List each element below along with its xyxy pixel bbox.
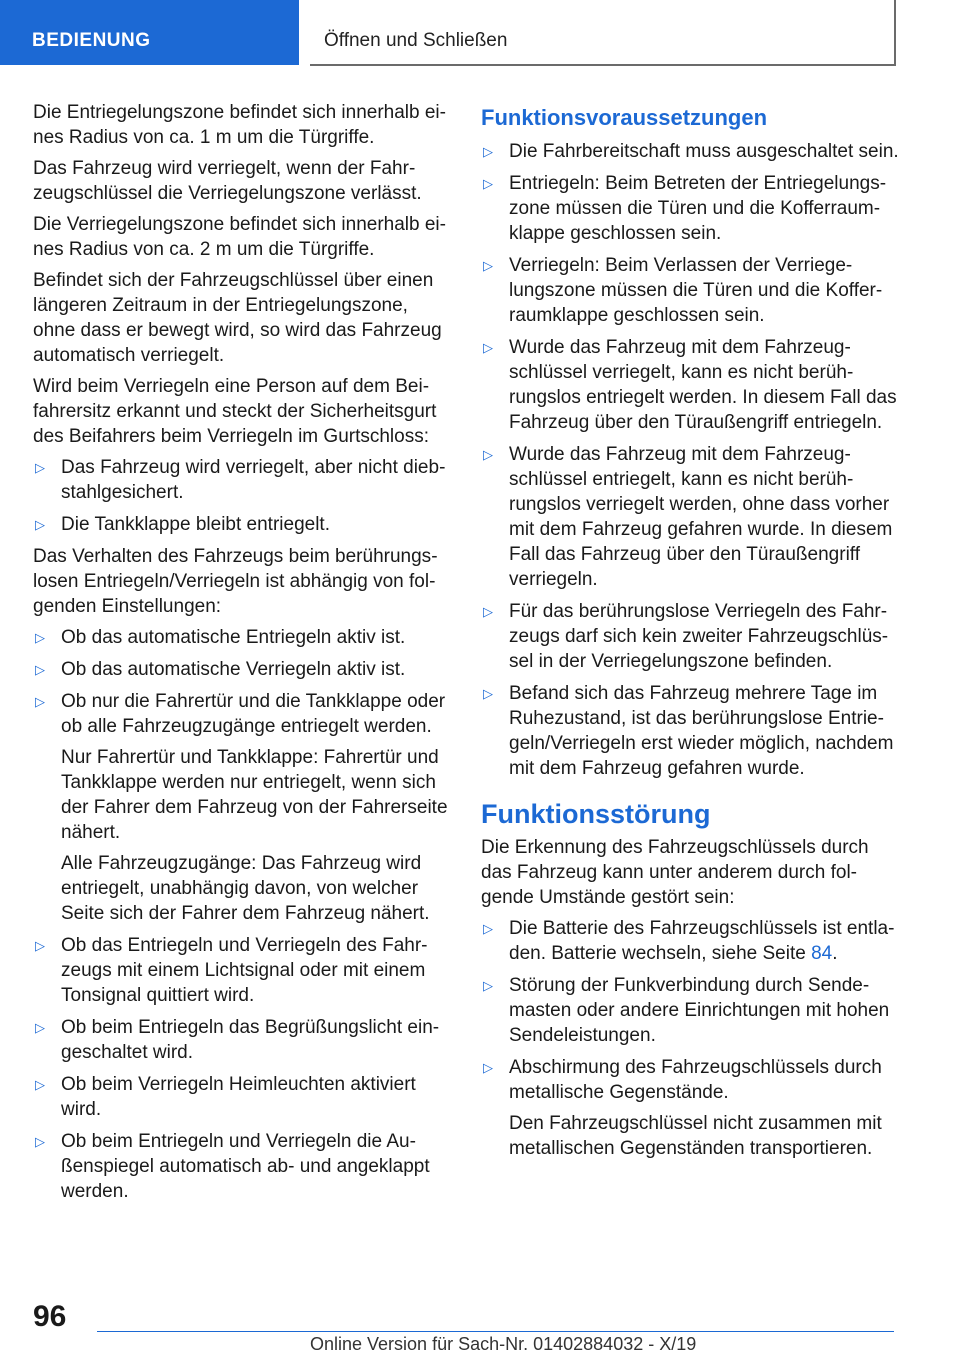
list-item: ▷ Wurde das Fahrzeug mit dem Fahrzeugschlüssel verriegelt, kann es nicht berührungslos entriegelt werden. In diesem Fall das Fahrzeug über den Türaußengriff entriegeln.: [483, 337, 897, 433]
list-item: ▷ Ob das Entriegeln und Verriegeln des Fahrzeugs mit einem Lichtsignal oder mit einem Tonsignal quittiert wird.: [35, 935, 428, 1006]
list-item: ▷ Ob das automatische Verriegeln aktiv ist.: [35, 659, 406, 680]
triangle-right-icon: ▷: [483, 144, 493, 159]
left-column: [33, 100, 451, 1211]
bullet-list: [481, 139, 899, 781]
paragraph: Die Verriegelungszone befindet sich innerhalb eines Radius von ca. 2 m um die Türgriffe.: [33, 214, 446, 260]
triangle-right-icon: ▷: [35, 630, 45, 645]
triangle-right-icon: ▷: [35, 938, 45, 953]
sub-paragraph: Alle Fahrzeugzugänge: Das Fahrzeug wird entriegelt, unabhängig davon, von welcher Seite sich der Fahrer dem Fahrzeug nähert.: [61, 853, 430, 924]
list-item: ▷ Entriegeln: Beim Betreten der Entriegelungszone müssen die Türen und die Kofferraumklappe geschlossen sein.: [483, 173, 887, 244]
list-item: ▷ Die Fahrbereitschaft muss ausgeschaltet sein.: [483, 141, 899, 162]
triangle-right-icon: ▷: [35, 460, 45, 475]
triangle-right-icon: ▷: [35, 1134, 45, 1149]
chapter-header: [310, 0, 896, 66]
page-link[interactable]: 84: [811, 943, 833, 964]
list-item: ▷ Für das berührungslose Verriegeln des Fahrzeugs darf sich kein zweiter Fahrzeugschlüssel in der Verriegelungszone befinden.: [483, 601, 889, 672]
section-heading: Funktionsvoraussetzungen: [481, 105, 768, 130]
section-tab: [0, 0, 299, 65]
triangle-right-icon: ▷: [483, 978, 493, 993]
list-item: ▷ Verriegeln: Beim Verlassen der Verriegelungszone müssen die Türen und die Kofferraumklappe geschlossen sein.: [483, 255, 883, 326]
footer-divider: [97, 1331, 894, 1332]
list-item: ▷ Ob das automatische Entriegeln aktiv ist.: [35, 627, 406, 648]
list-item: ▷ Ob beim Entriegeln und Verriegeln die Außenspiegel automatisch ab- und angeklappt werden.: [35, 1131, 430, 1202]
sub-paragraph: Nur Fahrertür und Tankklappe: Fahrertür und Tankklappe werden nur entriegelt, wenn sich der Fahrer dem Fahrzeug von der Fahrerseite nähert.: [61, 747, 448, 843]
list-item: ▷ Ob nur die Fahrertür und die Tankklappe oder ob alle Fahrzeugzugänge entriegelt werden. Nur Fahrertür und Tankklappe: Fahrertür und Tankklappe werden nur entriegelt, wenn sich der Fahrer dem Fahrzeug von der Fahrerseite nähert. Alle Fahrzeugzugänge: Das Fahrzeug wird entriegelt, unabhängig davon, von welcher Seite sich der Fahrer dem Fahrzeug nähert.: [33, 689, 451, 926]
list-item: ▷ Wurde das Fahrzeug mit dem Fahrzeugschlüssel entriegelt, kann es nicht berührungslos verriegelt werden, ohne dass vorher mit dem Fahrzeug gefahren wurde. In diesem Fall das Fahrzeug über den Türaußengriff verriegeln.: [483, 444, 893, 590]
list-item: ▷ Die Batterie des Fahrzeugschlüssels ist entladen. Batterie wechseln, siehe Seite 84.: [483, 918, 895, 964]
bullet-list: [33, 625, 451, 1204]
triangle-right-icon: ▷: [35, 1020, 45, 1035]
paragraph: Die Erkennung des Fahrzeugschlüssels durch das Fahrzeug kann unter anderem durch folgende Umstände gestört sein:: [481, 837, 869, 908]
triangle-right-icon: ▷: [483, 921, 493, 936]
list-item: ▷ Störung der Funkverbindung durch Sendemasten oder andere Einrichtungen mit hohen Sendeleistungen.: [483, 975, 890, 1046]
list-item: ▷ Ob beim Verriegeln Heimleuchten aktiviert wird.: [35, 1074, 416, 1120]
list-item: ▷ Abschirmung des Fahrzeugschlüssels durch metallische Gegenstände. Den Fahrzeugschlüssel nicht zusammen mit metallischen Gegenständen transportieren.: [481, 1055, 899, 1161]
paragraph: Befindet sich der Fahrzeugschlüssel über einen längeren Zeitraum in der Entriegelungszone, ohne dass er bewegt wird, so wird das Fahrzeug automatisch verriegelt.: [33, 270, 442, 366]
triangle-right-icon: ▷: [483, 686, 493, 701]
chapter-title: Öffnen und Schließen: [324, 30, 508, 51]
paragraph: Das Verhalten des Fahrzeugs beim berührungslosen Entriegeln/Verriegeln ist abhängig von folgenden Einstellungen:: [33, 546, 438, 617]
triangle-right-icon: ▷: [483, 258, 493, 273]
page-number: 96: [33, 1300, 67, 1333]
list-item: ▷ Befand sich das Fahrzeug mehrere Tage im Ruhezustand, ist das berührungslose Entriegeln/Verriegeln erst wieder möglich, nachdem mit dem Fahrzeug gefahren wurde.: [483, 683, 894, 779]
list-item: ▷ Ob beim Entriegeln das Begrüßungslicht eingeschaltet wird.: [35, 1017, 440, 1063]
triangle-right-icon: ▷: [35, 1077, 45, 1092]
triangle-right-icon: ▷: [35, 517, 45, 532]
triangle-right-icon: ▷: [35, 694, 45, 709]
triangle-right-icon: ▷: [35, 662, 45, 677]
sub-paragraph: Den Fahrzeugschlüssel nicht zusammen mit metallischen Gegenständen transportieren.: [509, 1113, 882, 1159]
paragraph: Wird beim Verriegeln eine Person auf dem Beifahrersitz erkannt und steckt der Sicherheitsgurt des Beifahrers beim Verriegeln im Gurtschloss:: [33, 376, 437, 447]
footer-text: Online Version für Sach-Nr. 01402884032 - X/19: [310, 1334, 697, 1354]
bullet-list: [481, 916, 899, 1161]
triangle-right-icon: ▷: [483, 1060, 493, 1075]
list-item: ▷ Die Tankklappe bleibt entriegelt.: [35, 514, 330, 535]
bullet-list: [33, 455, 451, 537]
paragraph: Das Fahrzeug wird verriegelt, wenn der Fahrzeugschlüssel die Verriegelungszone verlässt.: [33, 158, 422, 204]
triangle-right-icon: ▷: [483, 340, 493, 355]
section-title: BEDIENUNG: [32, 30, 151, 51]
triangle-right-icon: ▷: [483, 604, 493, 619]
right-column: [481, 100, 899, 1168]
paragraph: Die Entriegelungszone befindet sich innerhalb eines Radius von ca. 1 m um die Türgriffe.: [33, 102, 446, 148]
triangle-right-icon: ▷: [483, 176, 493, 191]
triangle-right-icon: ▷: [483, 447, 493, 462]
section-heading: Funktionsstörung: [481, 799, 711, 829]
list-item: ▷ Das Fahrzeug wird verriegelt, aber nicht diebstahlgesichert.: [35, 457, 446, 503]
